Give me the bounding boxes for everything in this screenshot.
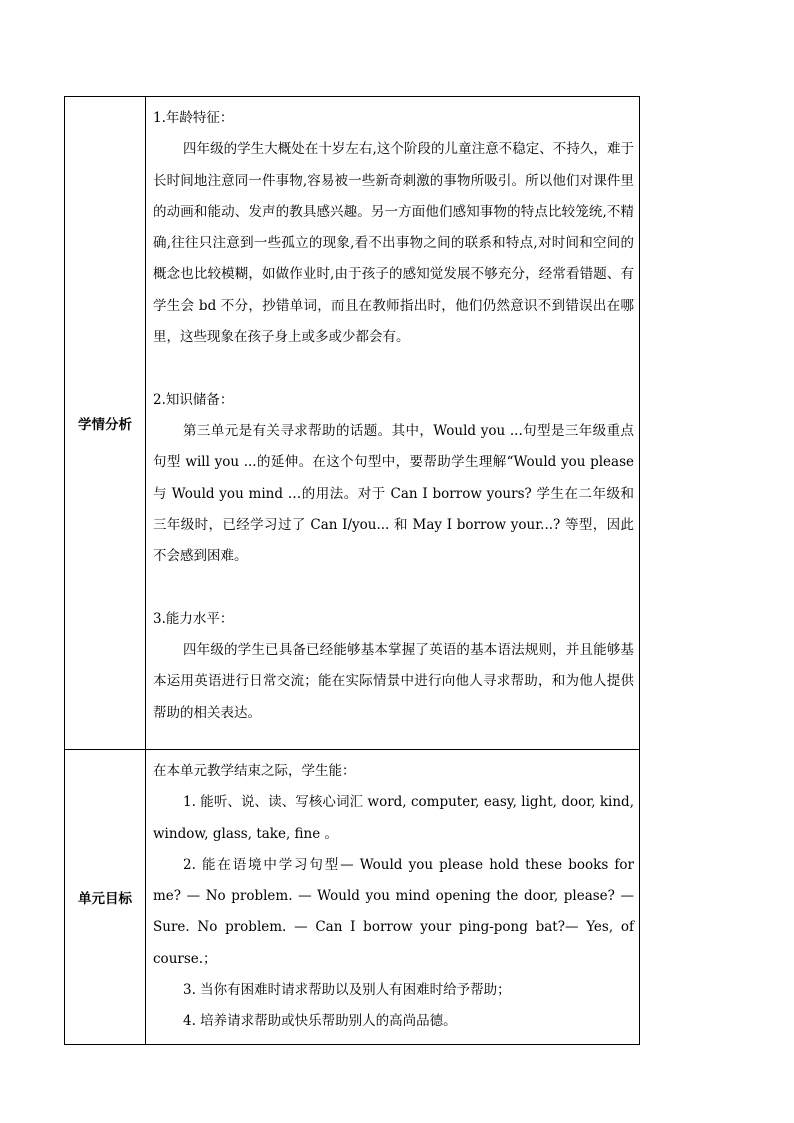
row-label-learner-analysis: 学情分析 [65,97,146,750]
spacer [153,353,634,384]
table-row-learner-analysis [65,97,640,750]
section-text-ability: 四年级的学生已具备已经能够基本掌握了英语的基本语法规则，并且能够基本运用英语进行日常交流；能在实际情景中进行向他人寻求帮助，和为他人提供帮助的相关表达。 [153,642,634,721]
section-text-knowledge: 第三单元是有关寻求帮助的话题。其中，Would you ...句型是三年级重点句型 will you ...的延伸。在这个句型中，要帮助学生理解“Would you please 与 Would you mind …的用法。对于 Can I borrow yours? 学生在二年级和三年级时，已经学习过了 Can I/you... 和 May I borrow your...? 等型，因此不会感到困难。 [153,422,634,565]
section-heading-knowledge: 2.知识储备： [153,391,234,408]
unit-goals-intro: 在本单元教学结束之际，学生能： [153,763,356,779]
lesson-plan-table [64,96,640,1045]
section-heading-ability: 3.能力水平： [153,610,234,627]
learner-analysis-content [146,97,640,750]
row-label-unit-goals: 单元目标 [65,750,146,1045]
goal-item: 3. 当你有困难时请求帮助以及别人有困难时给予帮助； [183,982,511,999]
section-text-age: 四年级的学生大概处在十岁左右,这个阶段的儿童注意不稳定、不持久，难于长时间地注意同一件事物,容易被一些新奇刺激的事物所吸引。所以他们对课件里的动画和能动、发声的教具感兴趣。另一方面他们感知事物的特点比较笼统,不精确,往往只注意到一些孤立的现象,看不出事物之间的联系和特点,对时间和空间的概念也比较模糊，如做作业时,由于孩子的感知觉发展不够充分，经常看错题、有学生会 bd 不分，抄错单词，而且在教师指出时，他们仍然意识不到错误出在哪里，这些现象在孩子身上或多或少都会有。 [153,141,634,346]
table-row-unit-goals [65,750,640,1045]
goal-item: 1. 能听、说、读、写核心词汇 word, computer, easy, light, door, kind, window, glass, take, fine 。 [153,794,634,842]
unit-goals-content [146,750,640,1045]
section-heading-age: 1.年龄特征： [153,110,234,126]
goal-item: 4. 培养请求帮助或快乐帮助别人的高尚品德。 [183,1013,457,1030]
spacer [153,572,634,603]
goal-item: 2. 能在语境中学习句型— Would you please hold these books for me? — No problem. — Would you mind opening the door, please? — Sure. No problem. — Can I borrow your ping-pong bat?— Yes, of course.； [153,856,634,967]
